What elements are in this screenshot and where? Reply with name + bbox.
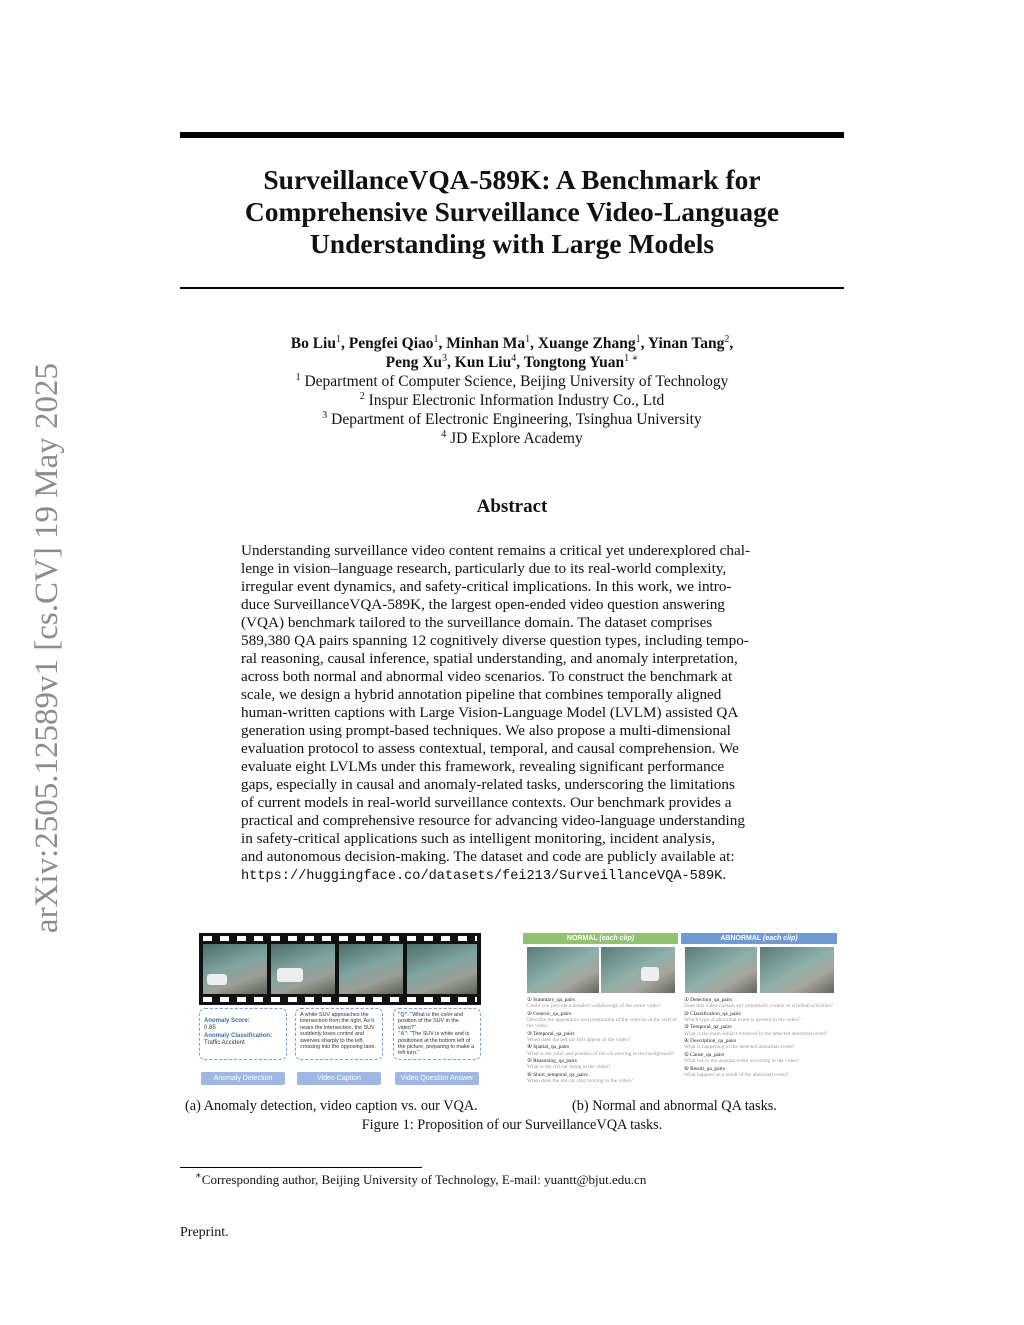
affiliation: $^3$ Department of Electronic Engineering, Tsinghua University <box>322 409 702 428</box>
title-line: SurveillanceVQA-589K: A Benchmark for <box>263 164 761 195</box>
qa-item: ④ Description_qa_pairs What is happening in the detected abnormal event? <box>684 1038 795 1051</box>
anomaly-detection-box <box>199 1008 287 1060</box>
title-bottom-rule <box>180 287 844 289</box>
abstract-line: and autonomous decision-making. The dataset and code are publicly available at: <box>241 848 735 865</box>
abstract-line: duce SurveillanceVQA-589K, the largest open-ended video question answering <box>241 596 725 613</box>
video-frame <box>203 944 267 994</box>
qa-item: ⑥ Result_qa_pairs What happens as a result of the abnormal event? <box>684 1065 789 1078</box>
dataset-link[interactable]: https://huggingface.co/datasets/fei213/SurveillanceVQA-589K <box>241 869 723 884</box>
affiliation: $^4$ JD Explore Academy <box>441 428 583 447</box>
vqa-question: "Q": "What is the color and position of the SUV in the video?" <box>398 1012 463 1031</box>
author-list <box>180 334 844 372</box>
abstract-url-line: https://huggingface.co/datasets/fei213/SurveillanceVQA-589K. <box>241 866 727 884</box>
abstract-line: gaps, especially in causal and anomaly-related tasks, underscoring the limitations <box>241 776 735 793</box>
author: Xuange Zhang$^1$, <box>537 333 648 352</box>
video-frame <box>271 944 335 994</box>
author: Minhan Ma$^1$, <box>446 333 538 352</box>
qa-item: ⑤ Cause_qa_pairs What led to the unusual event occurring in the video? <box>684 1051 800 1065</box>
abstract-line: across both normal and abnormal video scenarios. To construct the benchmark at <box>241 668 733 685</box>
abstract-line: evaluate eight LVLMs under this framework, revealing significant performance <box>241 758 725 775</box>
abstract-line: in safety-critical applications such as intelligent monitoring, incident analysis, <box>241 830 716 847</box>
author: Yinan Tang$^2$, <box>647 333 734 352</box>
abstract-line: Understanding surveillance video content remains a critical yet underexplored chal- <box>241 542 751 559</box>
affiliation: $^2$ Inspur Electronic Information Industry Co., Ltd <box>359 390 665 409</box>
author-line-1 <box>180 334 844 353</box>
footnote-rule <box>180 1167 422 1168</box>
subcaption-b: (b) Normal and abnormal QA tasks. <box>572 1098 777 1114</box>
anomaly-detection-label: Anomaly Detection <box>201 1072 285 1085</box>
author: Pengfei Qiao$^1$, <box>348 333 447 352</box>
qa-item: ⑥ Short_temporal_qa_pairs When does the red car start moving in the video? <box>527 1071 633 1084</box>
qa-item: ③ Temporal_qa_pairs What is the main subject involved in the detected abnormal event? <box>684 1024 828 1037</box>
film-holes-top <box>203 936 477 941</box>
author: Peng Xu$^3$, <box>385 352 455 371</box>
caption-text: A white SUV approaches the intersection from the right. As it nears the intersection, the SUV suddenly loses control and swerves sharply to the left, crossing into the opposing lane. <box>300 1012 376 1051</box>
qa-item: ① Summary_qa_pairs Could you provide a detailed walkthrough of the entire video? <box>527 997 662 1010</box>
video-caption-box <box>295 1008 383 1060</box>
video-frame <box>407 944 477 994</box>
figure-b <box>523 933 837 1093</box>
qa-item: ② Generic_qa_pairs Describe the appearance and positioning of the vehicles at the start of the video. <box>527 1010 677 1030</box>
abstract-heading: Abstract <box>476 496 548 517</box>
abnormal-header: ABNORMAL (each clip) <box>681 933 837 944</box>
figure-caption: Figure 1: Proposition of our SurveillanceVQA tasks. <box>361 1117 663 1133</box>
abstract-line: generation using prompt-based techniques. We also propose a multi-dimensional <box>241 722 731 739</box>
qa-item: ⑤ Reasoning_qa_pairs What is the red car doing in the video? <box>527 1058 611 1071</box>
figure-a <box>199 933 481 1087</box>
video-qa-label: Video Question Answer <box>395 1072 479 1085</box>
abstract-line: scale, we design a hybrid annotation pipeline that combines temporally aligned <box>241 686 722 703</box>
abstract-line: ral reasoning, causal inference, spatial understanding, and anomaly interpretation, <box>241 650 738 667</box>
anomaly-class-value: Traffic Accident <box>204 1040 245 1047</box>
qa-item: ④ Spatial_qa_pairs What is the color and position of the car moving in the background? <box>527 1044 675 1057</box>
abstract-line: of current models in real-world surveillance contexts. Our benchmark provides a <box>241 794 732 811</box>
footnote: ∗Corresponding author, Beijing University of Technology, E-mail: yuantt@bjut.edu.cn <box>195 1170 647 1187</box>
abstract-line: evaluation protocol to assess contextual, temporal, and causal comprehension. We <box>241 740 739 757</box>
abnormal-qa-list <box>684 997 838 1079</box>
preprint-label: Preprint. <box>180 1225 229 1240</box>
abstract-line: irregular event dynamics, and safety-critical implications. In this work, we intro- <box>241 578 732 595</box>
author: Kun Liu$^4$, <box>454 352 524 371</box>
author: Bo Liu$^1$, <box>290 333 349 352</box>
subcaption-a: (a) Anomaly detection, video caption vs. our VQA. <box>185 1098 478 1114</box>
title-line: Comprehensive Surveillance Video-Language <box>244 196 780 227</box>
author: Tongtong Yuan$^{1 ∗}$ <box>523 352 639 371</box>
normal-frame <box>601 947 675 993</box>
abstract-body <box>241 542 784 886</box>
vqa-answer: "A": "The SUV is white and is positioned at the bottom left of the picture, preparing to make a left turn." <box>398 1031 475 1057</box>
author-line-2 <box>180 353 844 372</box>
anomaly-class-label: Anomaly Classification: <box>204 1032 273 1039</box>
title-line: Understanding with Large Models <box>309 228 715 259</box>
abnormal-frame <box>760 947 834 993</box>
normal-qa-list <box>527 997 681 1085</box>
qa-item: ③ Temporal_qa_pairs When does the red car first appear in the video? <box>527 1030 631 1043</box>
abstract-line: lenge in vision–language research, particularly due to its real-world complexity, <box>241 560 727 577</box>
anomaly-score-label: Anomaly Score: <box>204 1018 250 1024</box>
abstract-line: practical and comprehensive resource for advancing video-language understanding <box>241 812 745 829</box>
arxiv-stamp: arXiv:2505.12589v1 [cs.CV] 19 May 2025 <box>29 362 65 934</box>
film-strip <box>199 933 481 1005</box>
abstract-line: human-written captions with Large Vision-Language Model (LVLM) assisted QA <box>241 704 739 721</box>
abstract-line: 589,380 QA pairs spanning 12 cognitively diverse question types, including tempo- <box>241 632 749 649</box>
title-top-rule <box>180 132 844 138</box>
normal-frame <box>527 947 599 993</box>
qa-item: ② Classification_qa_pairs Which type of abnormal event is present in the video? <box>684 1010 801 1023</box>
affiliation: $^1$ Department of Computer Science, Beijing University of Technology <box>295 371 729 390</box>
normal-header: NORMAL (each clip) <box>523 933 678 944</box>
film-holes-bottom <box>203 997 477 1002</box>
video-caption-label: Video Caption <box>297 1072 381 1085</box>
anomaly-score-value: 0.85 <box>204 1025 216 1032</box>
vqa-box <box>393 1008 481 1060</box>
abnormal-frame <box>685 947 757 993</box>
video-frame <box>339 944 403 994</box>
paper-title <box>180 164 844 260</box>
qa-item: ① Detection_qa_pairs Does this video contain any potentially violent or criminal activities? <box>684 997 833 1010</box>
abstract-line: (VQA) benchmark tailored to the surveillance domain. The dataset comprises <box>241 614 713 631</box>
